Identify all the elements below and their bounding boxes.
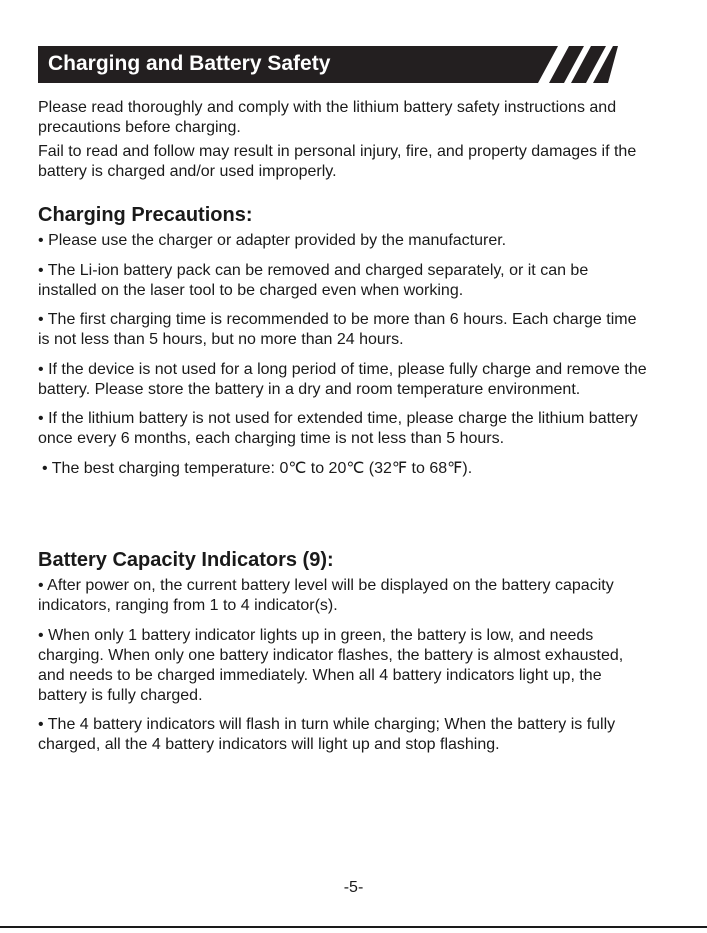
bullet-icon: • [38, 311, 44, 328]
battery-capacity-heading: Battery Capacity Indicators (9): [38, 549, 334, 571]
list-item-text: If the device is not used for a long period of time, please fully charge and remove the battery. Please store the battery in a dry and room temperature environment. [38, 360, 647, 398]
intro-paragraph: Please read thoroughly and comply with the lithium battery safety instructions and precautions before charging. [38, 99, 617, 136]
list-item-text: Please use the charger or adapter provided by the manufacturer. [48, 232, 507, 249]
bullet-icon: • [38, 626, 44, 644]
bullet-icon: • [38, 360, 44, 378]
charging-precautions-heading: Charging Precautions: [38, 204, 253, 226]
charging-precautions-list [38, 231, 650, 488]
list-item [38, 231, 650, 251]
bullet-icon: • [42, 459, 48, 477]
list-item [38, 626, 650, 706]
intro-paragraph: Fail to read and follow may result in personal injury, fire, and property damages if the battery is charged and/or used improperly. [38, 143, 637, 180]
list-item-text: After power on, the current battery level will be displayed on the battery capacity indicators, ranging from 1 to 4 indicator(s). [38, 577, 614, 614]
bullet-icon: • [38, 232, 44, 249]
bullet-icon: • [38, 410, 44, 427]
list-item [38, 310, 650, 350]
list-item-text: When only 1 battery indicator lights up in green, the battery is low, and needs charging. When only one battery indicator flashes, the battery is almost exhausted, and needs to be charged immediately. When all 4 battery indicators light up, the battery is fully charged. [38, 626, 624, 704]
bullet-icon: • [38, 716, 44, 733]
list-item [38, 360, 650, 400]
list-item [38, 576, 650, 616]
bullet-icon: • [38, 577, 44, 594]
list-item-text: The 4 battery indicators will flash in turn while charging; When the battery is fully charged, all the 4 battery indicators will light up and stop flashing. [38, 716, 616, 753]
list-item [38, 459, 650, 479]
page-bottom-divider [0, 926, 707, 928]
list-item-text: The Li-ion battery pack can be removed and charged separately, or it can be installed on the laser tool to be charged even when working. [38, 261, 589, 299]
bullet-icon: • [38, 261, 44, 279]
section-title-banner [38, 46, 618, 83]
list-item-text: The first charging time is recommended to be more than 6 hours. Each charge time is not less than 5 hours, but no more than 24 hours. [38, 311, 637, 348]
list-item-text: If the lithium battery is not used for extended time, please charge the lithium battery once every 6 months, each charging time is not less than 5 hours. [38, 410, 638, 447]
list-item [38, 409, 650, 449]
battery-capacity-list [38, 576, 650, 765]
list-item [38, 715, 650, 755]
list-item-text: The best charging temperature: 0℃ to 20℃ (32℉ to 68℉). [51, 459, 473, 477]
intro-section [38, 98, 648, 186]
page-title: Charging and Battery Safety [48, 52, 331, 75]
page-number: -5- [343, 879, 364, 896]
list-item [38, 261, 650, 301]
